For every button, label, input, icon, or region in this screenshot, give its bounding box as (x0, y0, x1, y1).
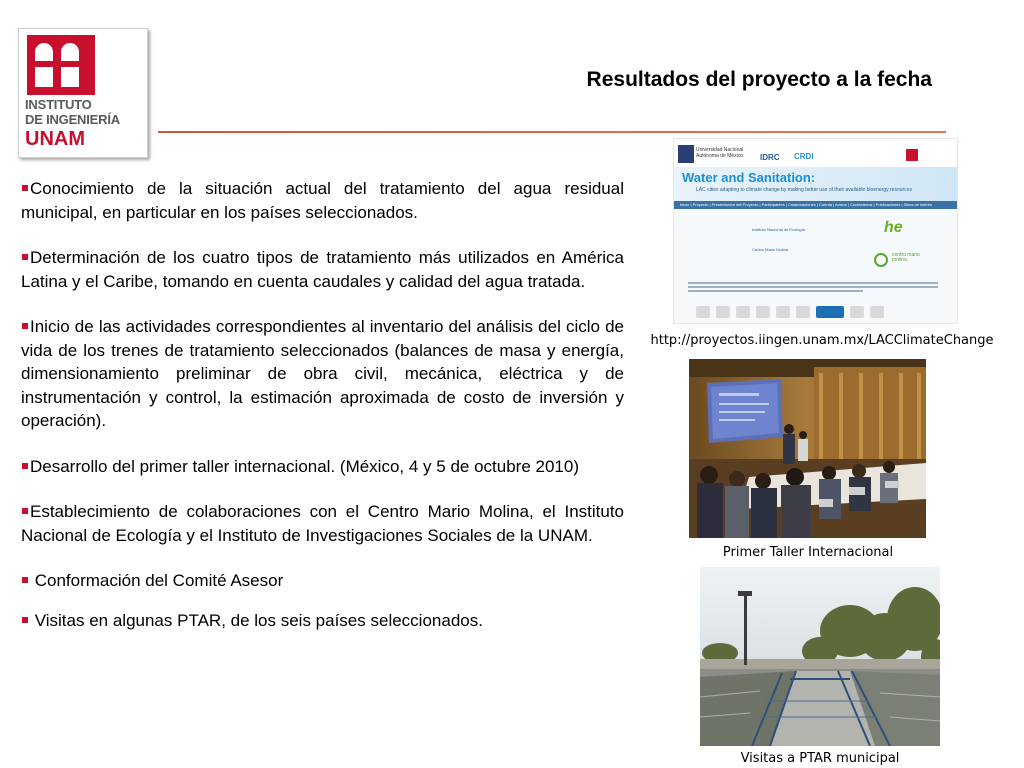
partner-logo-icon (716, 306, 730, 318)
bullet-icon (22, 254, 28, 260)
crdi-logo: CRDI (794, 152, 814, 161)
website-banner (674, 167, 957, 201)
logo-mark-icon (27, 35, 95, 95)
title-rule (158, 131, 946, 133)
partner-logo-icon (870, 306, 884, 318)
logo-line-3: UNAM (25, 128, 85, 150)
partner-logo-icon (796, 306, 810, 318)
instituto-ingenieria-logo (18, 28, 148, 158)
partner-logos (696, 305, 946, 319)
bullet-icon (22, 508, 28, 514)
website-nav: Inicio | Proyecto | Presentación del Proyecto | Participantes | Colaboraciones | Cuenta | Avisos | Contáctenos | Publicaciones | Sitios de interés (674, 201, 957, 209)
partner-logo-icon (776, 306, 790, 318)
partner-logo-icon (696, 306, 710, 318)
ine-link: Instituto Nacional de Ecología (752, 227, 805, 232)
result-item: Desarrollo del primer taller internacional. (México, 4 y 5 de octubre 2010) (21, 455, 624, 479)
ii-unam-logo-icon (906, 149, 946, 163)
workshop-photo (689, 359, 926, 538)
ptar-caption: Visitas a PTAR municipal (740, 751, 900, 766)
sacm-logo-icon (816, 306, 844, 318)
partner-logo-icon (736, 306, 750, 318)
logo-line-2: DE INGENIERÍA (25, 112, 120, 127)
partner-logo-icon (850, 306, 864, 318)
bullet-icon (22, 185, 28, 191)
result-item: Inicio de las actividades correspondientes al inventario del análisis del ciclo de vida de los trenes de tratamiento seleccionados (balances de masa y energía, dimensionamiento preliminar de obra civil, mecánica, eléctrica y de instrumentación y control, la estimación aproximada de costo de inversión y operación). (21, 317, 624, 430)
bullet-icon (22, 617, 28, 623)
cmm-logo-text: centro mario molina (892, 252, 920, 263)
website-url-caption: http://proyectos.iingen.unam.mx/LACClimateChange (650, 333, 994, 348)
cmm-link: Centro Mario Molina (752, 247, 789, 252)
idrc-logo: IDRC (760, 153, 780, 162)
bullet-icon (22, 323, 28, 329)
project-website-screenshot (673, 138, 958, 324)
slide-title: Resultados del proyecto a la fecha (586, 68, 932, 91)
ptar-visit-photo (700, 567, 940, 746)
workshop-caption: Primer Taller Internacional (722, 545, 894, 560)
cmm-logo-icon (874, 253, 888, 267)
unam-shield-icon (678, 145, 694, 163)
website-paragraph (688, 282, 938, 292)
result-item: Determinación de los cuatro tipos de tratamiento más utilizados en América Latina y el Caribe, tomando en cuenta caudales y calidad del agua tratada. (21, 248, 624, 291)
results-list (21, 177, 624, 654)
result-item: Conocimiento de la situación actual del tratamiento del agua residual municipal, en particular en los países seleccionados. (21, 179, 624, 222)
bullet-icon (22, 577, 28, 583)
banner-title: Water and Sanitation: (682, 170, 816, 185)
partner-logo-icon (756, 306, 770, 318)
website-header (674, 139, 957, 169)
he-logo: he (884, 219, 903, 236)
website-body (674, 209, 957, 324)
result-item: Visitas en algunas PTAR, de los seis países seleccionados. (21, 609, 624, 633)
result-item: Conformación del Comité Asesor (21, 569, 624, 593)
banner-subtitle: LAC cities adapting to climate change by making better use of their available bioenergy resources (696, 187, 912, 193)
bullet-icon (22, 463, 28, 469)
logo-line-1: INSTITUTO (25, 97, 92, 112)
result-item: Establecimiento de colaboraciones con el Centro Mario Molina, el Instituto Nacional de Ecología y el Instituto de Investigaciones Sociales de la UNAM. (21, 502, 624, 545)
unam-name: Universidad Nacional Autónoma de México (696, 147, 744, 159)
